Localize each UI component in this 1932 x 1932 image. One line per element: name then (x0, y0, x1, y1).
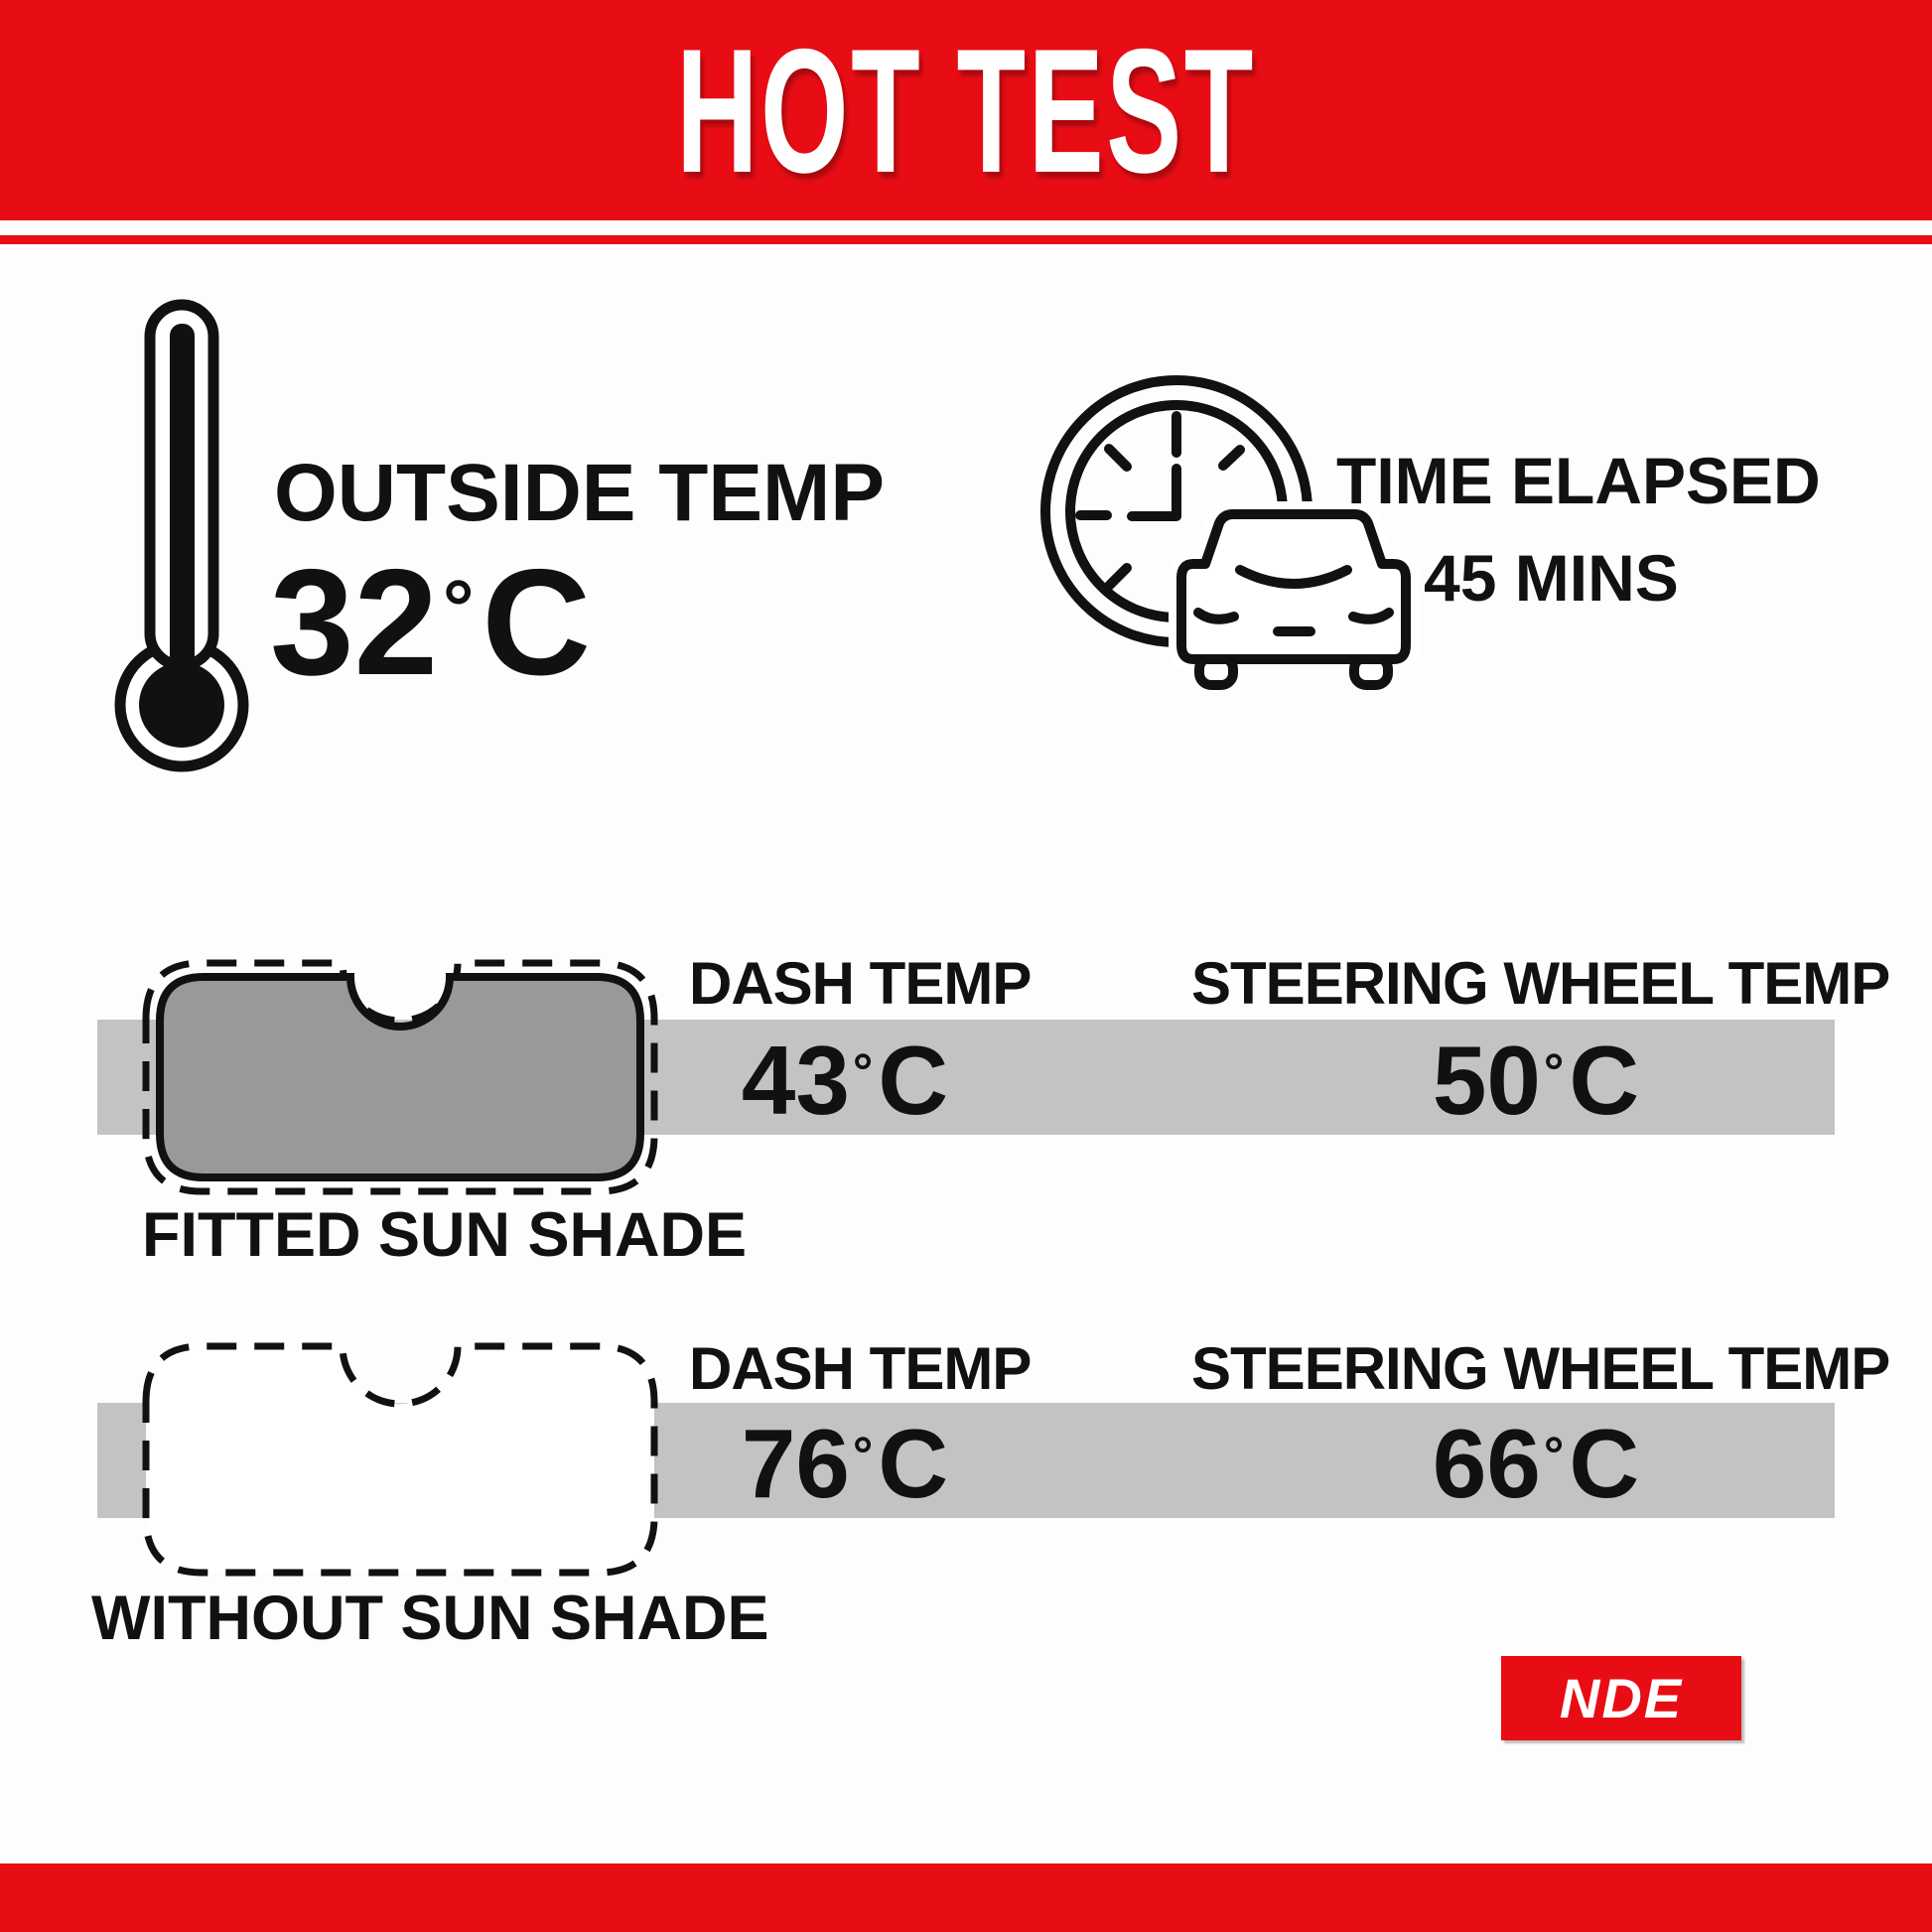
degree-symbol: ° (1543, 1042, 1565, 1100)
time-elapsed-label: TIME ELAPSED (1336, 444, 1821, 517)
celsius-symbol: C (1569, 1026, 1640, 1135)
shade-caption-row2: WITHOUT SUN SHADE (91, 1584, 769, 1653)
time-elapsed-value: 45 MINS (1424, 541, 1679, 615)
brand-badge (1501, 1656, 1741, 1740)
shade-caption-row2-clip (91, 1583, 905, 1653)
celsius-symbol: C (878, 1026, 949, 1135)
dash-temp-label-row2: DASH TEMP (689, 1335, 1032, 1402)
divider-line (0, 235, 1932, 244)
steering-temp-value-row1: 50°C (1432, 1026, 1640, 1135)
shade-caption-row1: FITTED SUN SHADE (142, 1200, 748, 1270)
dash-temp-value-row1: 43°C (741, 1026, 949, 1135)
degree-symbol: ° (852, 1042, 874, 1100)
steering-temp-label-row1: STEERING WHEEL TEMP (1191, 950, 1890, 1017)
outside-temp-number: 32 (270, 538, 439, 707)
outside-temp-value (270, 536, 591, 710)
outside-temp-label: OUTSIDE TEMP (274, 448, 886, 538)
celsius-symbol: C (1569, 1409, 1640, 1518)
steering-temp-label-row2: STEERING WHEEL TEMP (1191, 1335, 1890, 1402)
clock-car-icon (1035, 369, 1412, 707)
sunshade-outline-icon (140, 1340, 660, 1579)
degree-symbol: ° (442, 563, 475, 652)
page-title: HOT TEST (676, 11, 1256, 209)
steering-temp-value-row2: 66°C (1432, 1409, 1640, 1518)
header-banner (0, 0, 1932, 220)
brand-name: NDE (1559, 1667, 1684, 1729)
sunshade-filled-icon (140, 955, 660, 1199)
dash-temp-label-row1: DASH TEMP (689, 950, 1032, 1017)
celsius-symbol: C (878, 1409, 949, 1518)
thermometer-icon (107, 298, 256, 772)
footer-bar (0, 1863, 1932, 1932)
degree-symbol: ° (1543, 1426, 1565, 1483)
celsius-symbol: C (482, 538, 592, 707)
degree-symbol: ° (852, 1426, 874, 1483)
dash-temp-value-row2: 76°C (741, 1409, 949, 1518)
